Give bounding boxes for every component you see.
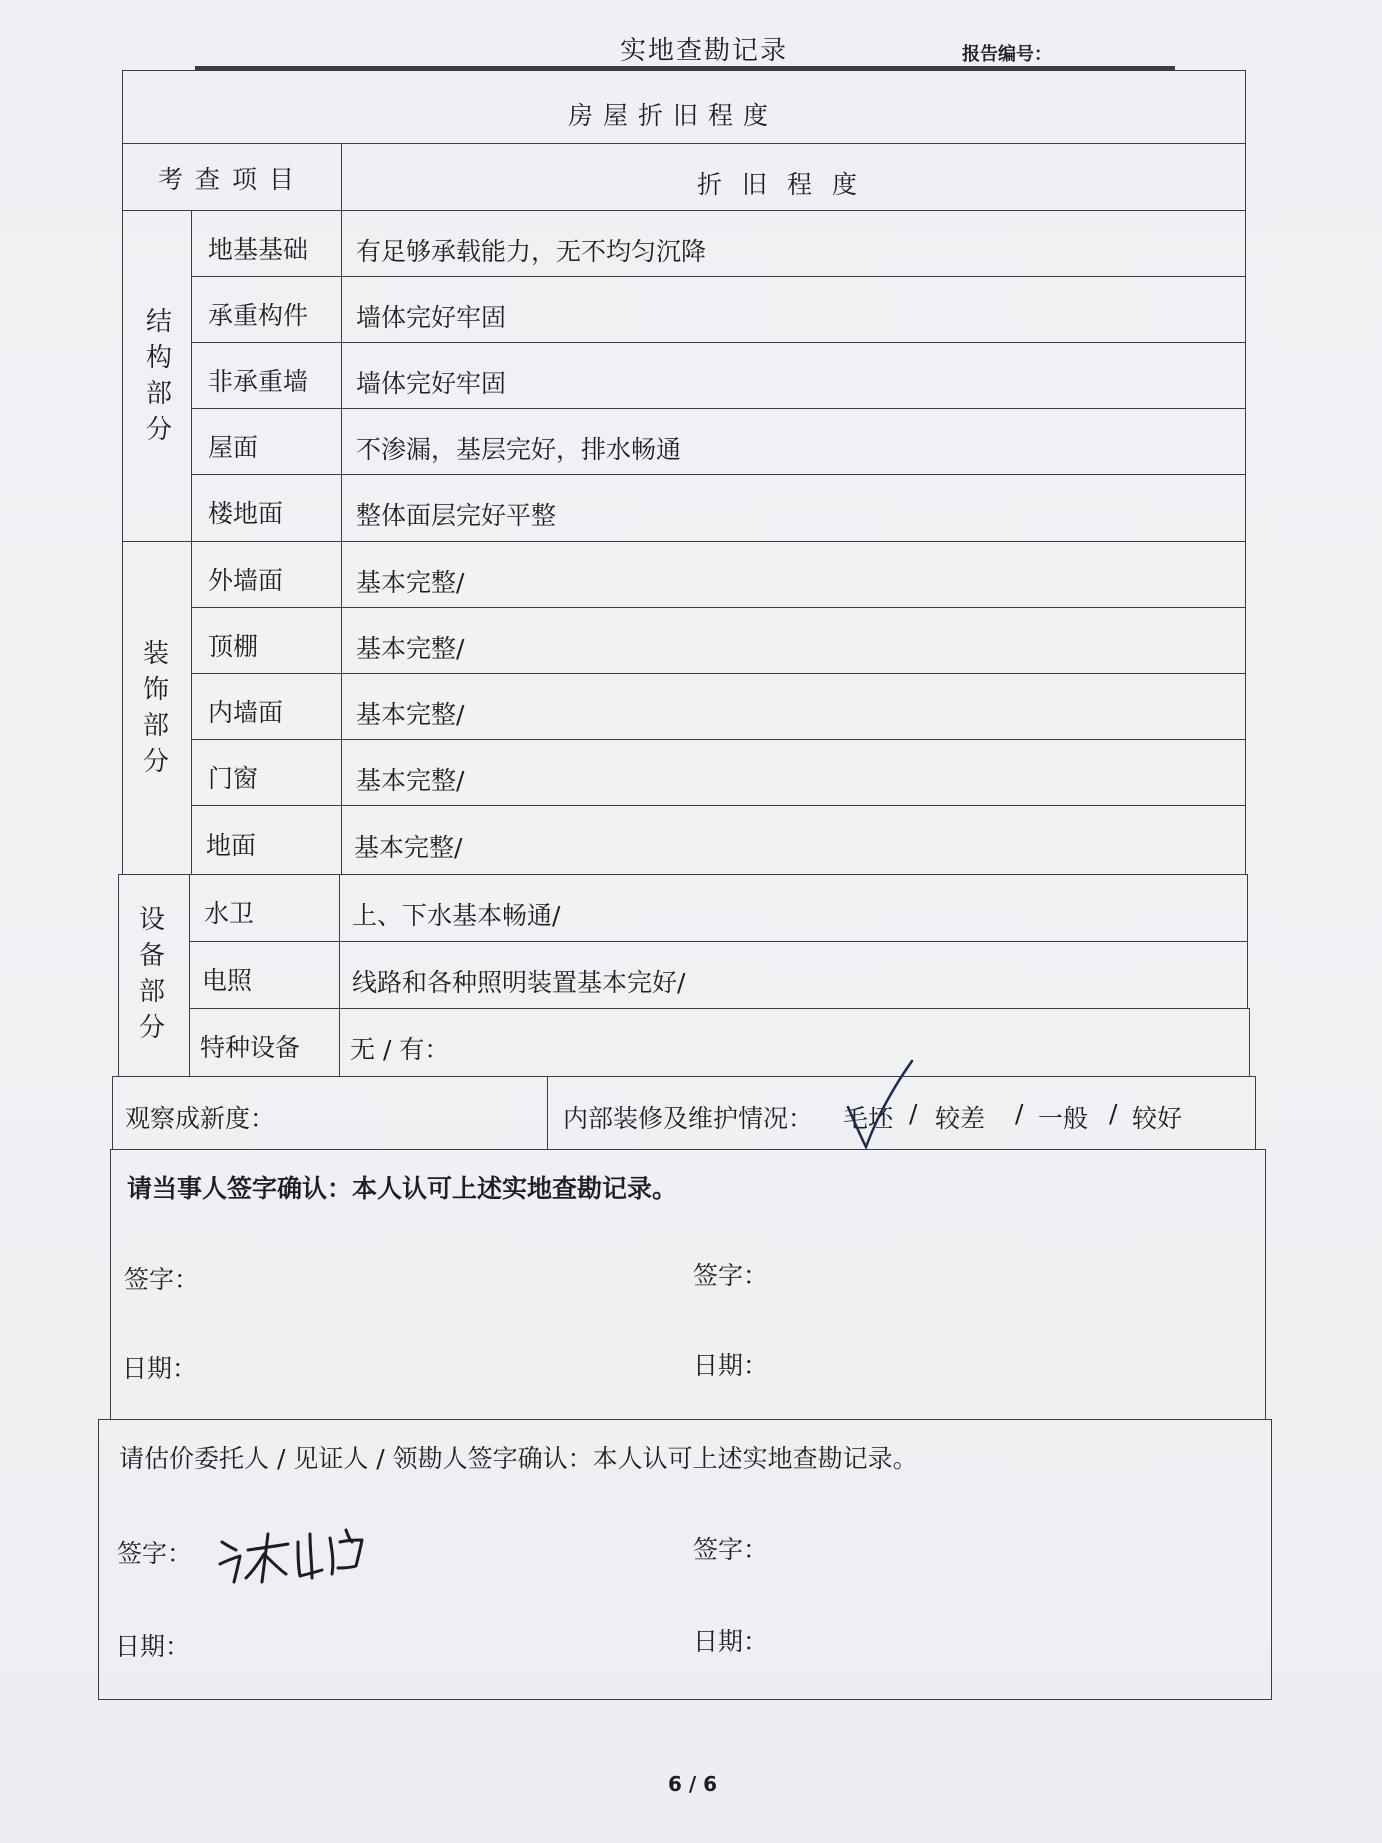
- client-date-label-left: 日期：: [115, 1632, 191, 1661]
- value-cell: [341, 739, 1246, 806]
- item-value: 不渗漏，基层完好，排水畅通: [356, 435, 682, 464]
- decoration-label: 内部装修及维护情况：: [563, 1104, 814, 1133]
- option-separator: /: [1109, 1099, 1118, 1128]
- value-cell: [341, 607, 1246, 674]
- group-structure-label: 结构部分: [145, 307, 172, 445]
- item-value: 上、下水基本畅通/: [352, 901, 561, 930]
- item-value: 墙体完好牢固: [356, 303, 507, 332]
- item-label: 承重构件: [208, 301, 309, 330]
- group-decoration-label: 装饰部分: [142, 639, 169, 777]
- item-label: 楼地面: [208, 499, 284, 528]
- client-confirm-statement: 请估价委托人 / 见证人 / 领勘人签字确认：本人认可上述实地查勘记录。: [119, 1444, 918, 1473]
- page-number: 6 / 6: [668, 1772, 718, 1796]
- option-separator: /: [1015, 1099, 1024, 1128]
- item-value: 基本完整/: [356, 634, 465, 663]
- col-item-header: 考查项目: [158, 165, 307, 194]
- party-confirm-statement: 请当事人签字确认：本人认可上述实地查勘记录。: [127, 1174, 678, 1203]
- col-degree-header: 折旧程度: [697, 170, 878, 199]
- party-date-label-left: 日期：: [122, 1354, 198, 1383]
- client-sign-label-right: 签字：: [693, 1535, 769, 1564]
- value-cell: [341, 541, 1246, 608]
- section-title: 房屋折旧程度: [568, 101, 779, 130]
- checkmark-icon: [840, 1055, 920, 1155]
- option-average[interactable]: 一般: [1038, 1104, 1089, 1133]
- option-good[interactable]: 较好: [1132, 1104, 1183, 1133]
- item-label: 地基基础: [208, 235, 309, 264]
- item-value: 有足够承载能力，无不均匀沉降: [356, 237, 707, 266]
- item-label: 电照: [202, 966, 253, 995]
- party-date-label-right: 日期：: [693, 1351, 769, 1380]
- report-number-label: 报告编号：: [962, 44, 1052, 65]
- item-label: 内墙面: [208, 698, 284, 727]
- item-label: 外墙面: [208, 566, 284, 595]
- option-poor[interactable]: 较差: [935, 1104, 986, 1133]
- item-label: 地面: [206, 831, 257, 860]
- client-sign-label-left: 签字：: [117, 1539, 193, 1568]
- item-value: 整体面层完好平整: [356, 501, 557, 530]
- item-value: 基本完整/: [356, 700, 465, 729]
- item-value: 墙体完好牢固: [356, 369, 507, 398]
- item-label: 非承重墙: [208, 367, 309, 396]
- value-cell: [339, 1008, 1250, 1077]
- item-label: 水卫: [204, 899, 255, 928]
- item-label: 特种设备: [200, 1033, 301, 1062]
- observation-label: 观察成新度：: [125, 1104, 276, 1133]
- item-value: 基本完整/: [354, 833, 463, 862]
- document-title: 实地查勘记录: [620, 36, 789, 66]
- item-value: 无 / 有：: [350, 1035, 450, 1064]
- party-sign-label-right: 签字：: [693, 1261, 769, 1290]
- handwritten-signature: [214, 1520, 384, 1590]
- client-date-label-right: 日期：: [693, 1627, 769, 1656]
- party-sign-label-left: 签字：: [124, 1265, 200, 1294]
- item-value: 线路和各种照明装置基本完好/: [352, 968, 686, 997]
- item-label: 屋面: [208, 433, 259, 462]
- item-value: 基本完整/: [356, 568, 465, 597]
- item-label: 门窗: [208, 764, 259, 793]
- item-label: 顶棚: [208, 632, 259, 661]
- item-value: 基本完整/: [356, 766, 465, 795]
- option-rough[interactable]: 毛坯: [843, 1104, 894, 1133]
- option-separator: /: [909, 1099, 918, 1128]
- value-cell: [341, 673, 1246, 740]
- value-cell: [341, 805, 1246, 875]
- group-equipment-label: 设备部分: [138, 905, 165, 1043]
